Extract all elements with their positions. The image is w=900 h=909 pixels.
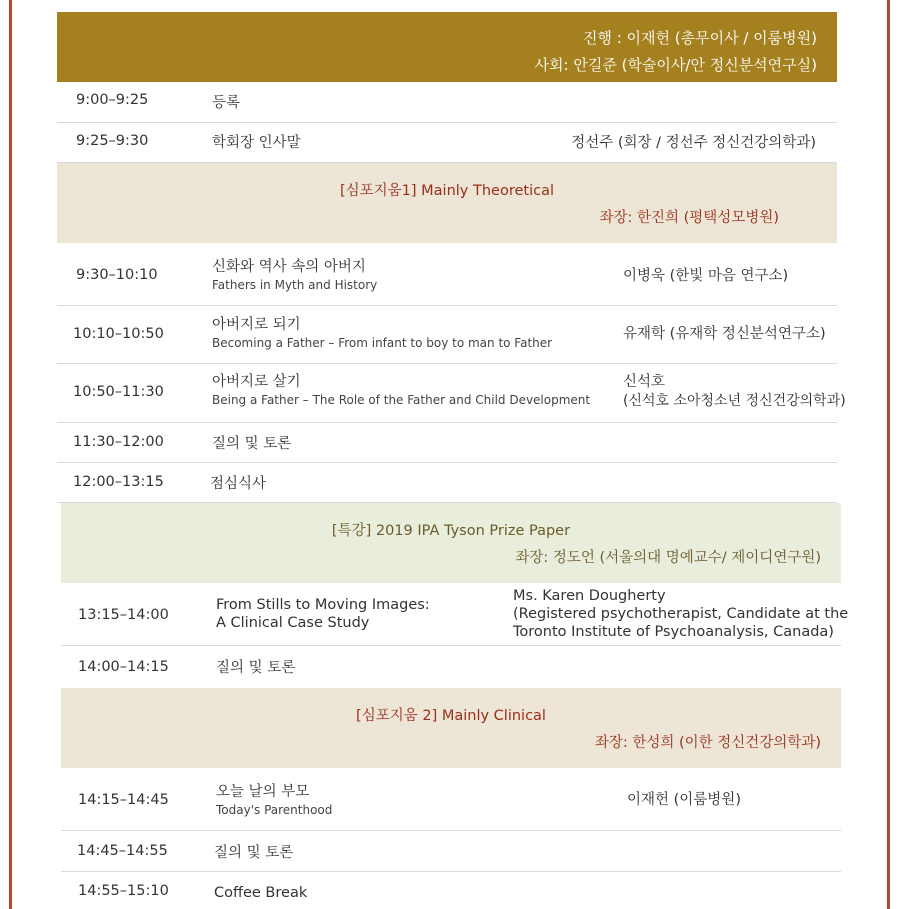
program-header <box>57 12 837 82</box>
session-title-en: Fathers in Myth and History <box>212 278 378 292</box>
session-title-line-2: A Clinical Case Study <box>216 615 370 631</box>
session-time: 9:25–9:30 <box>76 133 149 149</box>
schedule-row <box>61 831 841 872</box>
symposium-2-chair: 좌장: 한성희 (이한 정신건강의학과) <box>594 735 821 751</box>
session-title-line-1: From Stills to Moving Images: <box>216 597 430 613</box>
schedule-row <box>57 123 837 163</box>
special-lecture-title: [특강] 2019 IPA Tyson Prize Paper <box>331 523 571 539</box>
schedule-row <box>57 243 837 306</box>
symposium-1-title: [심포지움1] Mainly Theoretical <box>339 183 554 199</box>
schedule-row <box>61 768 841 831</box>
symposium-1-band <box>57 163 837 243</box>
session-title-ko: 신화와 역사 속의 아버지 <box>212 259 366 275</box>
session-time: 9:30–10:10 <box>76 267 158 283</box>
session-speaker: 이병욱 (한빛 마음 연구소) <box>623 268 789 284</box>
session-title-en: Today's Parenthood <box>216 803 333 817</box>
session-speaker-affiliation-2: Toronto Institute of Psychoanalysis, Canada) <box>513 624 834 640</box>
session-time: 11:30–12:00 <box>73 434 164 450</box>
session-speaker: 정선주 (회장 / 정선주 정신건강의학과) <box>571 135 816 151</box>
schedule-row <box>57 306 837 364</box>
session-title-ko: 아버지로 되기 <box>212 317 301 333</box>
session-title-ko: 오늘 날의 부모 <box>216 784 310 800</box>
session-title: Coffee Break <box>214 885 308 901</box>
session-title: 점심식사 <box>210 476 267 492</box>
session-title-en: Becoming a Father – From infant to boy to man to Father <box>212 336 553 350</box>
schedule-row <box>61 646 841 688</box>
session-time: 9:00–9:25 <box>76 92 149 108</box>
session-time: 13:15–14:00 <box>78 607 169 623</box>
special-lecture-chair: 좌장: 정도언 (서울의대 명예교수/ 제이디연구원) <box>515 550 821 566</box>
right-border <box>887 0 890 909</box>
mc-line: 사회: 안길준 (학술이사/안 정신분석연구실) <box>534 56 817 74</box>
session-title: 질의 및 토론 <box>212 436 292 452</box>
session-time: 10:10–10:50 <box>73 326 164 342</box>
session-time: 14:15–14:45 <box>78 792 169 808</box>
session-speaker-affiliation: (신석호 소아청소년 정신건강의학과) <box>623 393 846 409</box>
session-time: 14:55–15:10 <box>78 883 169 899</box>
session-title-ko: 아버지로 살기 <box>212 374 301 390</box>
schedule-row <box>61 583 849 646</box>
host-line: 진행 : 이재헌 (총무이사 / 이룸병원) <box>582 29 817 47</box>
left-border <box>9 0 12 909</box>
session-title: 질의 및 토론 <box>214 845 294 861</box>
symposium-2-band <box>61 688 841 768</box>
schedule-row <box>61 872 841 909</box>
session-title: 학회장 인사말 <box>212 135 301 151</box>
special-lecture-band <box>61 503 841 583</box>
schedule-row <box>57 82 837 123</box>
session-speaker: 이재헌 (이룸병원) <box>627 792 741 808</box>
session-time: 14:45–14:55 <box>77 843 168 859</box>
schedule-row <box>57 364 846 423</box>
session-time: 10:50–11:30 <box>73 384 164 400</box>
session-time: 14:00–14:15 <box>78 659 169 675</box>
session-title: 등록 <box>212 95 241 111</box>
schedule-row <box>57 423 837 463</box>
session-speaker-name: Ms. Karen Dougherty <box>513 588 666 604</box>
session-title-en: Being a Father – The Role of the Father and Child Development <box>212 393 591 407</box>
session-speaker-affiliation-1: (Registered psychotherapist, Candidate at the <box>513 606 849 622</box>
symposium-2-title: [심포지움 2] Mainly Clinical <box>356 708 546 724</box>
schedule-row <box>57 463 837 503</box>
session-time: 12:00–13:15 <box>73 474 164 490</box>
symposium-1-chair: 좌장: 한진희 (평택성모병원) <box>599 210 779 226</box>
session-speaker-name: 신석호 <box>623 374 666 390</box>
session-speaker: 유재학 (유재학 정신분석연구소) <box>623 326 826 342</box>
session-title: 질의 및 토론 <box>216 660 296 676</box>
